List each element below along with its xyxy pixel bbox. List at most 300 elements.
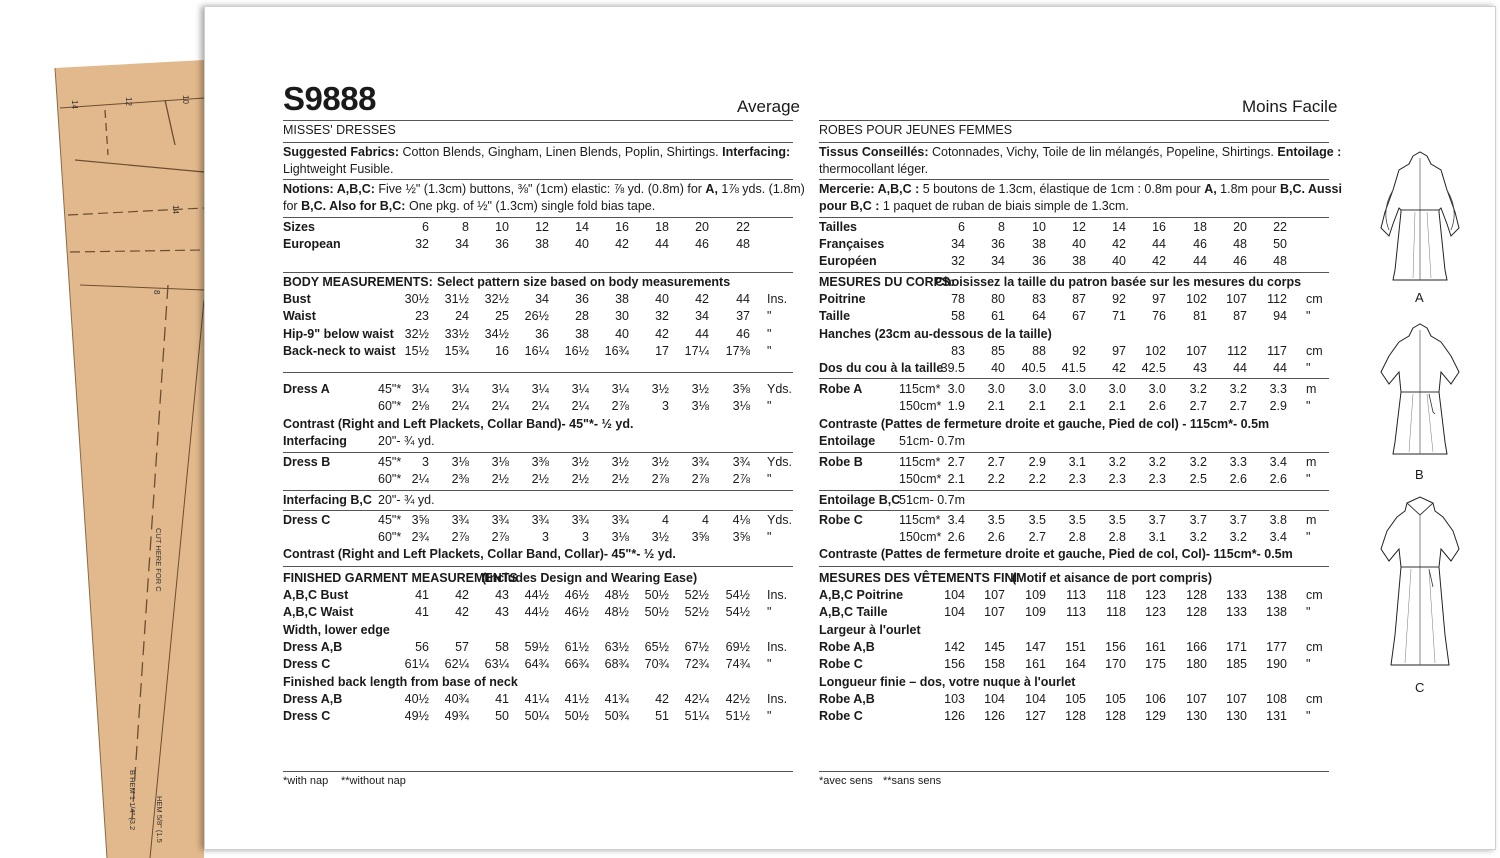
fr-finished-row-value: 118 — [1106, 605, 1126, 619]
view-label-a: A — [1415, 290, 1424, 305]
en-interfacing-a-label: Interfacing — [283, 434, 347, 448]
en-dress-c-value: 2¾ — [411, 530, 429, 544]
en-dress-b-value: 2½ — [491, 472, 509, 486]
en-body-heading: BODY MEASUREMENTS: — [283, 275, 433, 289]
en-length-row-value: 41¾ — [604, 692, 629, 706]
fr-robe-c-width: 150cm* — [899, 530, 942, 544]
en-body-row-value: 34 — [695, 309, 709, 323]
en-length-row-value: 51½ — [725, 709, 750, 723]
fr-hanches-label: Hanches (23cm au-dessous de la taille) — [819, 327, 1052, 341]
en-width-row-value: 65½ — [644, 640, 669, 654]
en-notions-2: for B,C. Also for B,C: One pkg. of ½" (1.3cm) single fold bias tape. — [283, 199, 656, 213]
en-body-row-unit: " — [767, 344, 772, 358]
en-width-row-label: Dress A,B — [283, 640, 343, 654]
fr-body-row-unit: " — [1306, 309, 1311, 323]
fr-robe-c-unit: " — [1306, 530, 1311, 544]
en-european-value: 36 — [495, 237, 509, 251]
fr-body-row-value: 58 — [951, 309, 965, 323]
en-length-row-unit: " — [767, 709, 772, 723]
fr-robe-b-value: 2.3 — [1108, 472, 1126, 486]
fr-size-value: 10 — [1032, 220, 1046, 234]
en-dress-c-value: 3¾ — [611, 513, 629, 527]
fr-longueur-row-value: 128 — [1065, 709, 1086, 723]
en-size-value: 8 — [462, 220, 469, 234]
fr-robe-c-value: 2.6 — [947, 530, 965, 544]
fr-notions-2: pour B,C : 1 paquet de ruban de biais simple de 1.3cm. — [819, 199, 1129, 213]
en-finished-row-value: 43 — [495, 605, 509, 619]
en-dress-b-value: 2⅞ — [691, 472, 709, 486]
fr-longueur-row-unit: cm — [1306, 692, 1323, 706]
en-width-row-value: 58 — [495, 640, 509, 654]
en-dress-c-value: 3⅝ — [732, 530, 750, 544]
fr-francaises-value: 50 — [1273, 237, 1287, 251]
fr-robe-b-value: 3.2 — [1148, 455, 1166, 469]
en-body-row-value: 32½ — [404, 327, 429, 341]
fr-longueur-row-value: 105 — [1065, 692, 1086, 706]
en-finished-row-value: 44½ — [524, 588, 549, 602]
en-body-row-value: 16½ — [564, 344, 589, 358]
fr-longueur-row-label: Robe A,B — [819, 692, 875, 706]
en-dress-c-value: 3½ — [651, 530, 669, 544]
fr-robe-b-value: 2.1 — [947, 472, 965, 486]
fr-finished-row-value: 138 — [1266, 605, 1287, 619]
en-body-row-value: 40 — [655, 292, 669, 306]
fr-francaises-value: 38 — [1032, 237, 1046, 251]
en-body-row-value: 17 — [655, 344, 669, 358]
en-dress-c-width: 60"* — [378, 530, 402, 544]
fr-robe-b-value: 2.3 — [1148, 472, 1166, 486]
en-width-row-value: 72¾ — [684, 657, 709, 671]
fr-largeur-row-value: 164 — [1065, 657, 1086, 671]
fr-europeen-value: 36 — [1032, 254, 1046, 268]
en-finished-row-value: 52½ — [684, 605, 709, 619]
fr-robe-a-unit: m — [1306, 382, 1317, 396]
fr-finished-heading: MESURES DES VÊTEMENTS FINI — [819, 571, 1017, 585]
fr-longueur-row-value: 126 — [984, 709, 1005, 723]
fr-finished-row-value: 123 — [1145, 588, 1166, 602]
fr-longueur-row-value: 106 — [1145, 692, 1166, 706]
en-contrast-a: Contrast (Right and Left Plackets, Collar Band)- 45"*- ½ yd. — [283, 417, 634, 431]
fr-dos-row-label: Dos du cou à la taille — [819, 361, 944, 375]
en-width-row-value: 57 — [455, 640, 469, 654]
fr-sizes-label: Tailles — [819, 220, 857, 234]
dress-c-illustration — [1375, 495, 1465, 680]
fr-body-row-value: 76 — [1152, 309, 1166, 323]
en-width-row-value: 67½ — [684, 640, 709, 654]
en-length-row-value: 50½ — [564, 709, 589, 723]
fr-largeur-row-value: 156 — [1105, 640, 1126, 654]
fr-dos-row-value: 39.5 — [940, 361, 965, 375]
fr-robe-b-value: 3.2 — [1108, 455, 1126, 469]
en-european-value: 34 — [455, 237, 469, 251]
en-body-row-value: 46 — [736, 327, 750, 341]
en-body-row-value: 32 — [655, 309, 669, 323]
fr-largeur-row-value: 177 — [1266, 640, 1287, 654]
en-body-row-value: 15¾ — [444, 344, 469, 358]
tissue-mark-cut: CUT HERE FOR C — [154, 528, 163, 592]
en-finished-row-value: 41 — [415, 605, 429, 619]
en-body-row-value: 17¼ — [684, 344, 709, 358]
fr-finished-row-value: 138 — [1266, 588, 1287, 602]
en-body-row-value: 42 — [655, 327, 669, 341]
fr-robe-c-value: 3.5 — [1028, 513, 1046, 527]
fr-largeur-row-value: 151 — [1065, 640, 1086, 654]
en-size-value: 14 — [575, 220, 589, 234]
fr-robe-a-value: 2.1 — [1028, 399, 1046, 413]
view-label-c: C — [1415, 680, 1425, 695]
fr-robe-a-value: 3.2 — [1189, 382, 1207, 396]
fr-hanches-value: 112 — [1227, 344, 1247, 358]
fr-largeur-row-unit: cm — [1306, 640, 1323, 654]
fr-robe-a-value: 2.7 — [1189, 399, 1207, 413]
tissue-mark-bhem: B HEM 1 1/4" (3.2 — [128, 770, 137, 831]
fr-robe-b-value: 2.9 — [1028, 455, 1046, 469]
en-length-heading: Finished back length from base of neck — [283, 675, 518, 689]
fr-robe-b-value: 2.7 — [947, 455, 965, 469]
fr-robe-c-value: 3.1 — [1148, 530, 1166, 544]
en-length-row-label: Dress C — [283, 709, 331, 723]
fr-robe-c-value: 3.5 — [1108, 513, 1126, 527]
en-title: MISSES' DRESSES — [283, 123, 396, 137]
fr-dos-row-unit: " — [1306, 361, 1311, 375]
en-dress-a-value: 3¼ — [451, 382, 469, 396]
fr-finished-row-unit: " — [1306, 605, 1311, 619]
en-size-value: 16 — [615, 220, 629, 234]
en-dress-b-value: 3⅛ — [491, 455, 509, 469]
en-dress-c-width: 45"* — [378, 513, 402, 527]
fr-finished-row-value: 109 — [1025, 605, 1046, 619]
fr-robe-c-unit: m — [1306, 513, 1317, 527]
fr-entoilage-bc-label: Entoilage B,C — [819, 493, 901, 507]
fr-robe-c-value: 2.8 — [1108, 530, 1126, 544]
fr-size-value: 22 — [1273, 220, 1287, 234]
en-dress-b-value: 3¾ — [732, 455, 750, 469]
en-body-row-label: Bust — [283, 292, 311, 306]
en-dress-b-value: 3½ — [651, 455, 669, 469]
en-sizes-label: Sizes — [283, 220, 315, 234]
fr-finished-row-value: 128 — [1186, 605, 1207, 619]
en-dress-b-value: 2½ — [531, 472, 549, 486]
fr-francaises-value: 48 — [1233, 237, 1247, 251]
en-body-row-value: 23 — [415, 309, 429, 323]
fr-body-row-unit: cm — [1306, 292, 1323, 306]
fr-longueur-row-value: 104 — [984, 692, 1005, 706]
fr-dos-row-value: 42 — [1112, 361, 1126, 375]
fr-robe-c-value: 3.7 — [1229, 513, 1247, 527]
en-european-value: 48 — [736, 237, 750, 251]
fr-robe-a-value: 3.2 — [1229, 382, 1247, 396]
en-dress-c-value: 3¾ — [491, 513, 509, 527]
en-size-value: 20 — [695, 220, 709, 234]
fr-robe-a-value: 2.7 — [1229, 399, 1247, 413]
fr-europeen-value: 46 — [1233, 254, 1247, 268]
en-length-row-unit: Ins. — [767, 692, 788, 706]
en-width-row-value: 68¾ — [604, 657, 629, 671]
fr-finished-row-unit: cm — [1306, 588, 1323, 602]
fr-robe-a-value: 2.6 — [1148, 399, 1166, 413]
fr-body-row-value: 102 — [1186, 292, 1207, 306]
en-interfacing: Lightweight Fusible. — [283, 162, 394, 176]
en-width-row-label: Dress C — [283, 657, 331, 671]
en-dress-c-unit: Yds. — [767, 513, 793, 527]
fr-body-row-value: 94 — [1273, 309, 1287, 323]
en-dress-c-value: 2⅞ — [451, 530, 469, 544]
en-dress-a-value: 2⅞ — [611, 399, 629, 413]
fr-finished-row-value: 118 — [1106, 588, 1126, 602]
en-width-row-value: 63½ — [604, 640, 629, 654]
fr-finished-row-label: A,B,C Taille — [819, 605, 888, 619]
fr-longueur-row-value: 103 — [944, 692, 965, 706]
en-european-value: 42 — [615, 237, 629, 251]
fr-entoilage-a: 51cm- 0.7m — [899, 434, 965, 448]
fr-entoilage-a-label: Entoilage — [819, 434, 876, 448]
en-dress-c-value: 3 — [542, 530, 549, 544]
en-interfacing-bc-label: Interfacing B,C — [283, 493, 372, 507]
fr-size-value: 14 — [1112, 220, 1126, 234]
en-european-label: European — [283, 237, 341, 251]
fr-largeur-row-unit: " — [1306, 657, 1311, 671]
en-finished-row-unit: Ins. — [767, 588, 788, 602]
fr-finished-row-value: 123 — [1145, 605, 1166, 619]
fr-longueur-row-value: 129 — [1145, 709, 1166, 723]
fr-robe-c-value: 3.4 — [1269, 530, 1287, 544]
en-body-note: Select pattern size based on body measurements — [437, 275, 731, 289]
en-body-row-value: 34 — [535, 292, 549, 306]
fr-longueur-row-value: 107 — [1226, 692, 1247, 706]
en-length-row-value: 49½ — [404, 709, 429, 723]
en-dress-a-unit: Yds. — [767, 382, 793, 396]
fr-robe-a-value: 3.0 — [1068, 382, 1086, 396]
fr-hanches-value: 92 — [1072, 344, 1086, 358]
fr-europeen-value: 44 — [1193, 254, 1207, 268]
fr-longueur-row-value: 107 — [1186, 692, 1207, 706]
en-dress-b-width: 45"* — [378, 455, 402, 469]
en-dress-c-value: 4⅛ — [732, 513, 750, 527]
fr-robe-c-value: 3.8 — [1269, 513, 1287, 527]
fr-body-note: Choisissez la taille du patron basée sur les mesures du corps — [935, 275, 1302, 289]
en-dress-c-value: 3¾ — [531, 513, 549, 527]
fr-longueur-row-value: 108 — [1266, 692, 1287, 706]
fr-largeur-heading: Largeur à l'ourlet — [819, 623, 921, 637]
en-length-row-value: 40¾ — [444, 692, 469, 706]
en-dress-a-value: 3½ — [691, 382, 709, 396]
dress-a-illustration — [1375, 150, 1465, 310]
tissue-mark-8: 8 — [152, 290, 161, 295]
fr-hanches-value: 102 — [1145, 344, 1166, 358]
en-width-row-value: 74¾ — [725, 657, 750, 671]
fr-finished-row-value: 107 — [984, 605, 1005, 619]
en-european-value: 46 — [695, 237, 709, 251]
fr-largeur-row-label: Robe C — [819, 657, 863, 671]
en-width-row-value: 63¼ — [484, 657, 509, 671]
en-dress-a-value: 3 — [662, 399, 669, 413]
en-size-value: 22 — [736, 220, 750, 234]
fr-contraste-c: Contraste (Pattes de fermeture droite et gauche, Pied de col, Col)- 115cm*- 0.5m — [819, 547, 1293, 561]
fr-longueur-row-value: 126 — [944, 709, 965, 723]
en-dress-b-width: 60"* — [378, 472, 402, 486]
en-body-row-value: 16 — [495, 344, 509, 358]
fr-largeur-row-value: 170 — [1105, 657, 1126, 671]
en-dress-b-value: 2⅞ — [732, 472, 750, 486]
en-width-row-value: 62¼ — [444, 657, 469, 671]
en-body-row-label: Hip-9" below waist — [283, 327, 394, 341]
fr-body-row-value: 107 — [1226, 292, 1247, 306]
fr-europeen-value: 34 — [991, 254, 1005, 268]
fr-hanches-value: 107 — [1186, 344, 1207, 358]
en-width-row-value: 61¼ — [404, 657, 429, 671]
dress-b-illustration — [1375, 322, 1465, 482]
en-dress-a-value: 3⅛ — [691, 399, 709, 413]
en-dress-c-value: 4 — [702, 513, 709, 527]
fr-size-value: 6 — [958, 220, 965, 234]
en-body-row-value: 32½ — [484, 292, 509, 306]
fr-finished-row-value: 133 — [1226, 605, 1247, 619]
en-body-row-value: 37 — [736, 309, 750, 323]
fr-dos-row-value: 44 — [1273, 361, 1287, 375]
en-finished-note: (Includes Design and Wearing Ease) — [482, 571, 698, 585]
fr-francaises-value: 40 — [1072, 237, 1086, 251]
fr-robe-b-value: 2.2 — [987, 472, 1005, 486]
en-dress-b-value: 3¾ — [691, 455, 709, 469]
fr-robe-c-value: 3.5 — [1068, 513, 1086, 527]
fr-body-row-value: 67 — [1072, 309, 1086, 323]
en-finished-row-value: 48½ — [604, 605, 629, 619]
fr-robe-a-value: 3.0 — [987, 382, 1005, 396]
fr-europeen-value: 48 — [1273, 254, 1287, 268]
en-dress-a-value: 3¼ — [611, 382, 629, 396]
fr-body-row-value: 87 — [1072, 292, 1086, 306]
fr-robe-c-value: 2.6 — [987, 530, 1005, 544]
en-width-row-value: 69½ — [725, 640, 750, 654]
en-interfacing-bc: 20"- ¾ yd. — [378, 493, 435, 507]
en-length-row-value: 51 — [655, 709, 669, 723]
en-dress-b-value: 3 — [422, 455, 429, 469]
fr-notions-1: Mercerie: A,B,C : 5 boutons de 1.3cm, élastique de 1cm : 0.8m pour A, 1.8m pour B,C. Aussi — [819, 182, 1342, 196]
en-body-row-value: 38 — [575, 327, 589, 341]
fr-finished-note: (Motif et aisance de port compris) — [1012, 571, 1213, 585]
fr-robe-c-label: Robe C — [819, 513, 863, 527]
tissue-mark-14a: 14 — [70, 100, 79, 109]
fr-robe-c-value: 2.7 — [1028, 530, 1046, 544]
fr-francaises-value: 42 — [1112, 237, 1126, 251]
en-size-value: 10 — [495, 220, 509, 234]
fr-robe-b-unit: m — [1306, 455, 1317, 469]
fr-robe-b-value: 3.3 — [1229, 455, 1247, 469]
en-dress-a-value: 3¼ — [411, 382, 429, 396]
en-body-row-value: 33½ — [444, 327, 469, 341]
en-body-row-value: 25 — [495, 309, 509, 323]
en-dress-c-label: Dress C — [283, 513, 331, 527]
fr-robe-b-value: 2.6 — [1269, 472, 1287, 486]
fr-body-heading: MESURES DU CORPS: — [819, 275, 955, 289]
fr-title: ROBES POUR JEUNES FEMMES — [819, 123, 1013, 137]
fr-longueur-row-value: 128 — [1105, 709, 1126, 723]
tissue-mark-14b: 14 — [171, 205, 180, 214]
en-dress-b-value: 2½ — [571, 472, 589, 486]
fr-largeur-row-value: 190 — [1266, 657, 1287, 671]
en-length-row-value: 42¼ — [684, 692, 709, 706]
en-body-row-label: Back-neck to waist — [283, 344, 396, 358]
en-dress-a-value: 3¼ — [571, 382, 589, 396]
en-dress-c-value: 4 — [662, 513, 669, 527]
fr-largeur-row-value: 142 — [944, 640, 965, 654]
en-body-row-value: 17⅜ — [725, 344, 750, 358]
en-dress-c-value: 3¾ — [451, 513, 469, 527]
en-dress-c-value: 3¾ — [571, 513, 589, 527]
en-finished-row-unit: " — [767, 605, 772, 619]
en-length-row-value: 41¼ — [524, 692, 549, 706]
fr-body-row-value: 83 — [1032, 292, 1046, 306]
fr-robe-c-value: 3.5 — [987, 513, 1005, 527]
fr-longueur-row-value: 131 — [1266, 709, 1287, 723]
en-finished-row-value: 44½ — [524, 605, 549, 619]
en-dress-b-value: 2½ — [611, 472, 629, 486]
pattern-number: S9888 — [283, 80, 376, 117]
en-notions-1: Notions: A,B,C: Five ½" (1.3cm) buttons, ⅜" (1cm) elastic: ⅞ yd. (0.8m) for A, 1⅞ yds. (1.8m) — [283, 182, 805, 196]
en-length-row-value: 50¼ — [524, 709, 549, 723]
fr-robe-a-value: 2.9 — [1269, 399, 1287, 413]
fr-robe-c-value: 3.7 — [1189, 513, 1207, 527]
en-dress-a-value: 2¼ — [531, 399, 549, 413]
en-body-row-value: 36 — [575, 292, 589, 306]
en-width-row-value: 70¾ — [644, 657, 669, 671]
en-dress-a-value: 3¼ — [491, 382, 509, 396]
fr-europeen-value: 40 — [1112, 254, 1126, 268]
fr-hanches-value: 83 — [951, 344, 965, 358]
fr-robe-b-value: 2.7 — [987, 455, 1005, 469]
fr-robe-b-unit: " — [1306, 472, 1311, 486]
en-dress-a-value: 2¼ — [451, 399, 469, 413]
en-dress-a-value: 2⅛ — [411, 399, 429, 413]
fr-robe-a-label: Robe A — [819, 382, 863, 396]
fr-largeur-row-value: 161 — [1025, 657, 1046, 671]
en-length-row-value: 40½ — [404, 692, 429, 706]
fr-francaises-value: 34 — [951, 237, 965, 251]
fr-body-row-value: 78 — [951, 292, 965, 306]
fr-robe-c-value: 2.8 — [1068, 530, 1086, 544]
en-body-row-value: 40 — [615, 327, 629, 341]
fr-robe-b-value: 2.2 — [1028, 472, 1046, 486]
fr-robe-c-value: 3.2 — [1189, 530, 1207, 544]
en-body-row-value: 26½ — [524, 309, 549, 323]
en-body-row-value: 38 — [615, 292, 629, 306]
en-size-value: 18 — [655, 220, 669, 234]
fr-dos-row-value: 43 — [1193, 361, 1207, 375]
fr-robe-b-width: 115cm* — [899, 455, 941, 469]
fr-robe-b-value: 2.5 — [1189, 472, 1207, 486]
en-dress-b-label: Dress B — [283, 455, 331, 469]
en-body-row-value: 28 — [575, 309, 589, 323]
fr-dos-row-value: 44 — [1233, 361, 1247, 375]
fr-hanches-value: 85 — [991, 344, 1005, 358]
en-european-value: 38 — [535, 237, 549, 251]
fr-robe-a-value: 2.1 — [987, 399, 1005, 413]
fr-body-row-value: 97 — [1152, 292, 1166, 306]
fr-largeur-row-value: 145 — [984, 640, 1005, 654]
fr-hanches-value: 88 — [1032, 344, 1046, 358]
en-body-row-value: 30 — [615, 309, 629, 323]
en-dress-b-value: 2⅜ — [451, 472, 469, 486]
en-body-row-value: 30½ — [404, 292, 429, 306]
en-dress-b-value: 3½ — [611, 455, 629, 469]
en-footnote-without-nap: **without nap — [341, 775, 406, 787]
fr-robe-a-value: 1.9 — [947, 399, 965, 413]
en-dress-b-value: 3⅛ — [451, 455, 469, 469]
en-finished-row-value: 46½ — [564, 605, 589, 619]
fr-longueur-row-value: 130 — [1186, 709, 1207, 723]
fr-longueur-row-value: 105 — [1105, 692, 1126, 706]
fr-hanches-unit: cm — [1306, 344, 1323, 358]
